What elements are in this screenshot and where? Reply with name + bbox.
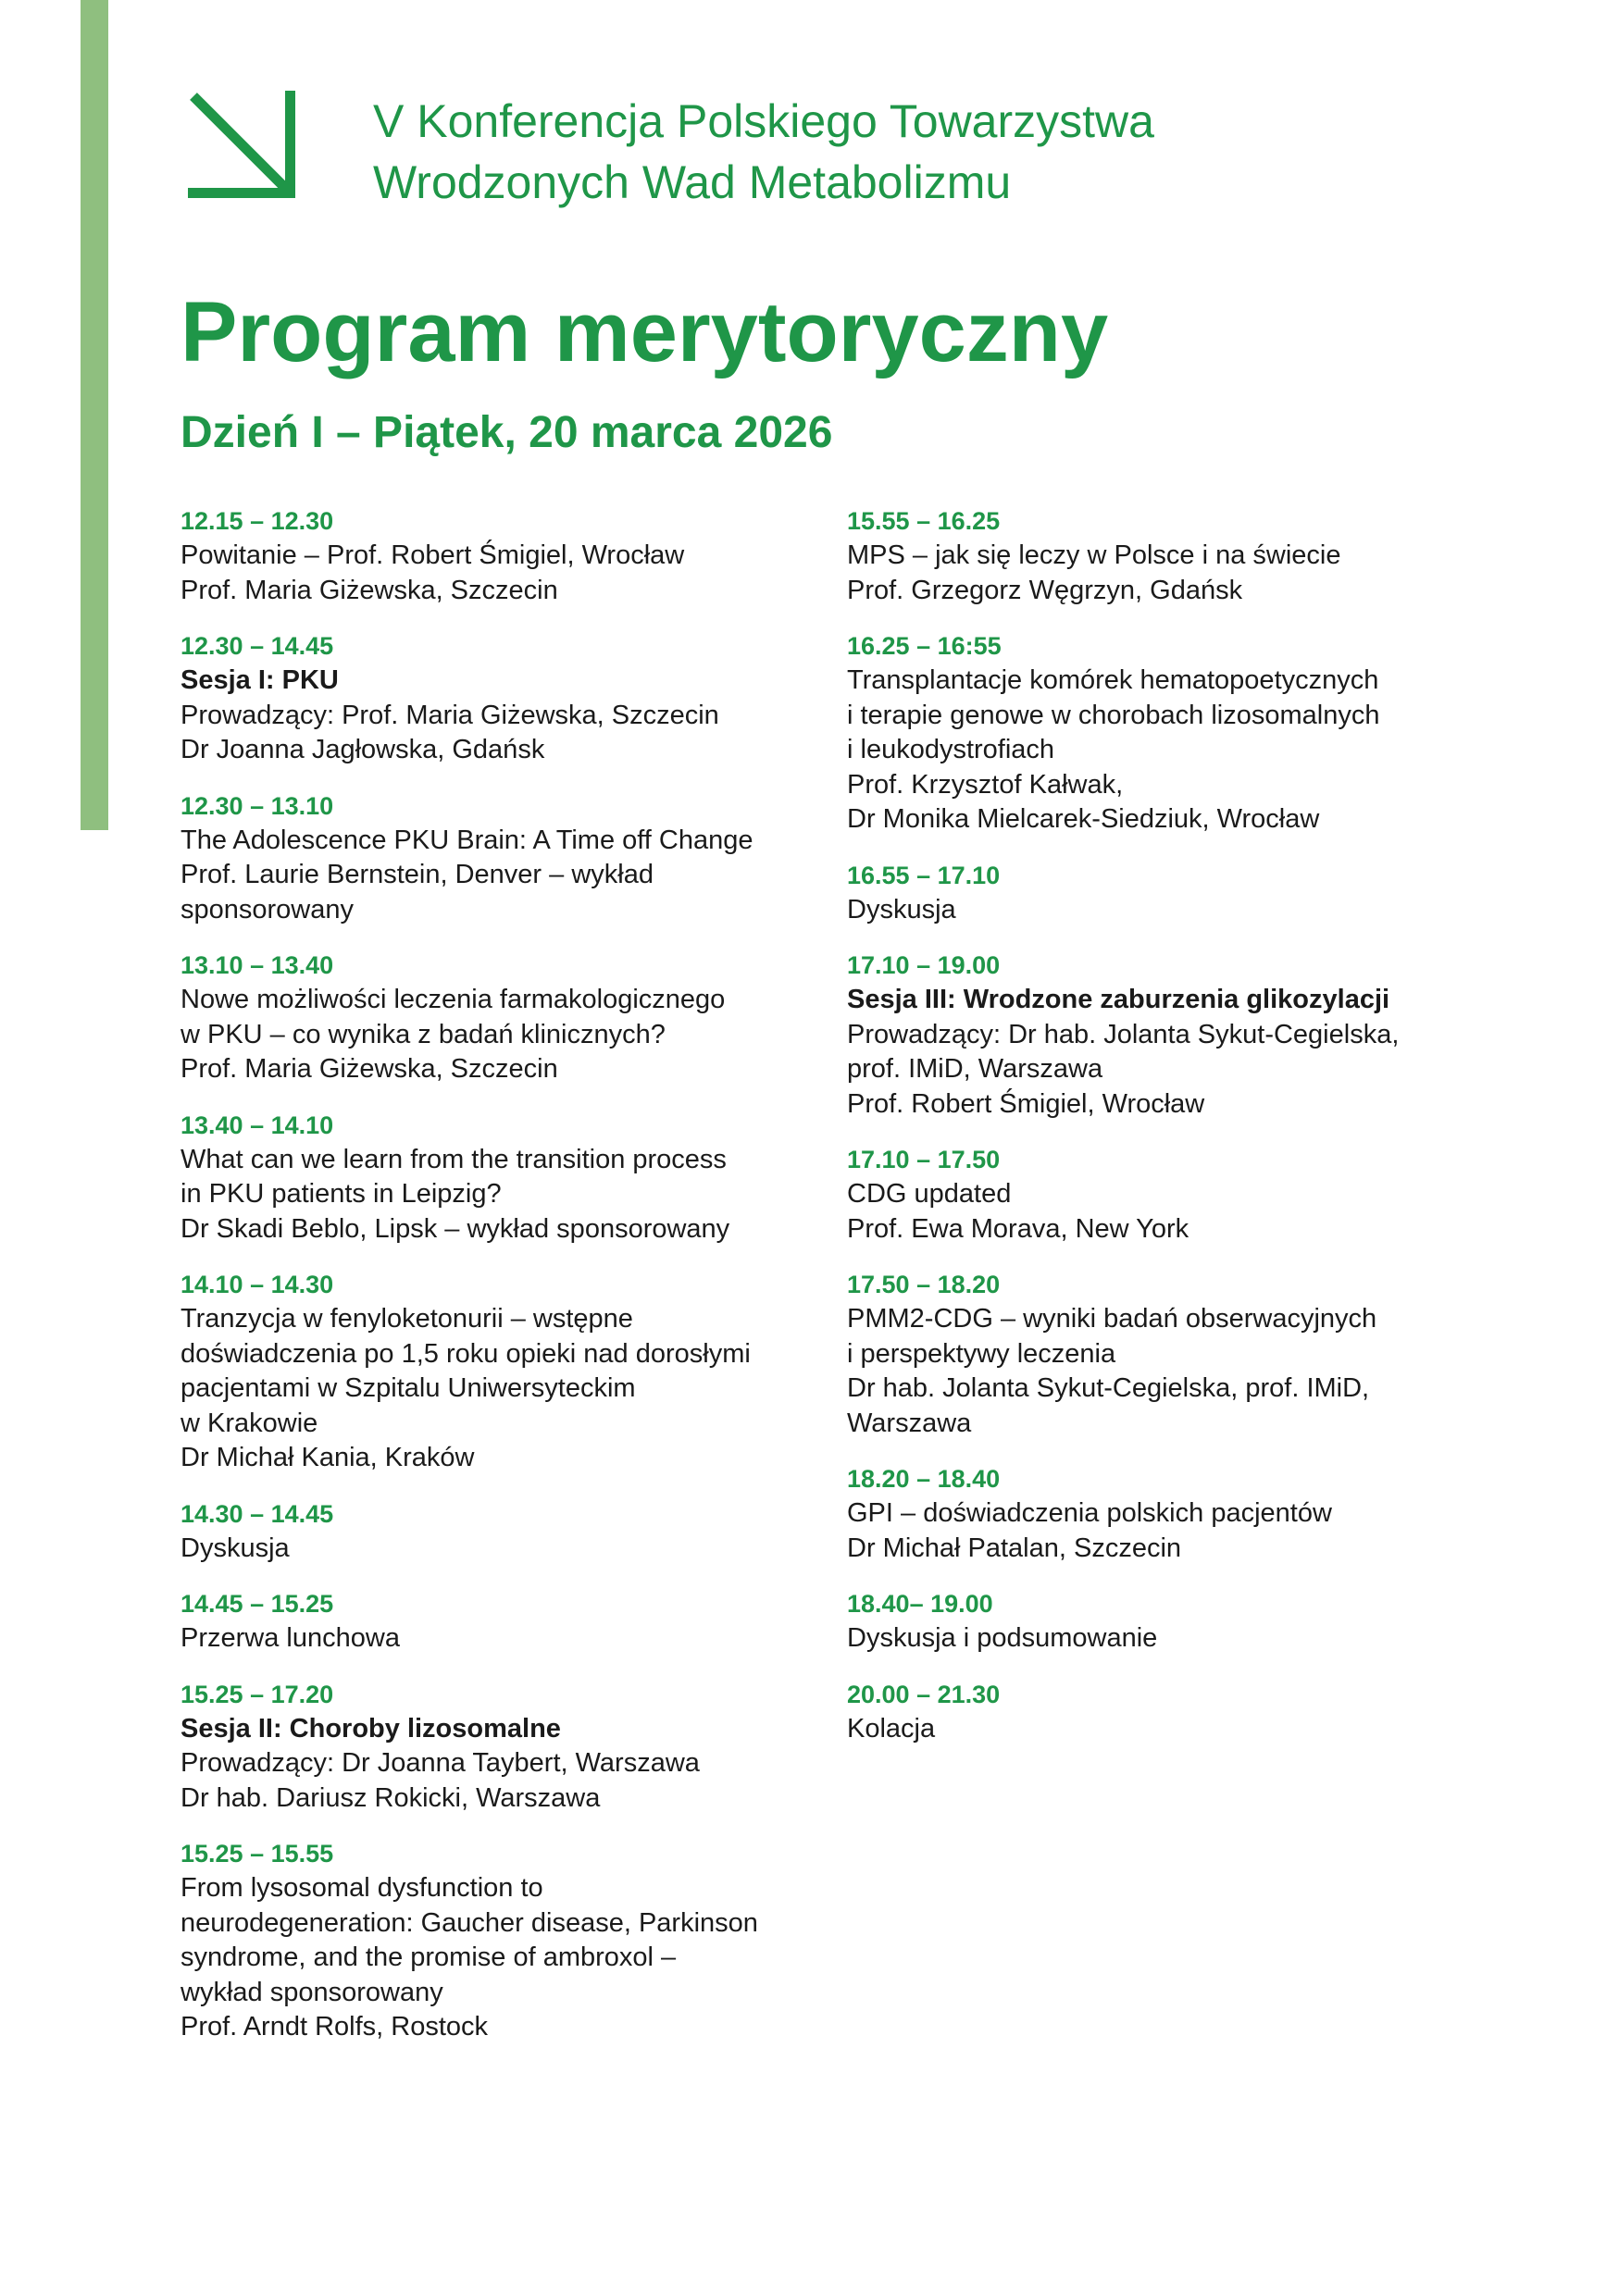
schedule-entry bbox=[847, 1267, 1486, 1441]
time-slot: 13.10 – 13.40 bbox=[181, 951, 334, 979]
time-slot: 18.40– 19.00 bbox=[847, 1590, 993, 1618]
time-slot: 14.10 – 14.30 bbox=[181, 1271, 334, 1298]
entry-text: i perspektywy leczenia bbox=[847, 1338, 1116, 1369]
entry-text: Prof. Maria Giżewska, Szczecin bbox=[181, 1054, 558, 1084]
entry-text: Dr Michał Patalan, Szczecin bbox=[847, 1533, 1182, 1563]
entry-text: Prof. Ewa Morava, New York bbox=[847, 1213, 1189, 1244]
entry-text: Dyskusja bbox=[181, 1533, 290, 1563]
entry-text: Dyskusja i podsumowanie bbox=[847, 1623, 1158, 1653]
schedule-entry bbox=[847, 1461, 1486, 1566]
entry-text: prof. IMiD, Warszawa bbox=[847, 1054, 1103, 1084]
entry-text: From lysosomal dysfunction to bbox=[181, 1873, 543, 1903]
entry-text: Transplantacje komórek hematopoetycznych bbox=[847, 665, 1379, 695]
entry-text: syndrome, and the promise of ambroxol – bbox=[181, 1942, 677, 1972]
schedule-entry bbox=[181, 1108, 819, 1247]
schedule-entry bbox=[847, 1677, 1486, 1747]
schedule-entry bbox=[847, 1142, 1486, 1247]
entry-text: in PKU patients in Leipzig? bbox=[181, 1179, 502, 1209]
time-slot: 14.45 – 15.25 bbox=[181, 1590, 334, 1618]
entry-text: Prof. Maria Giżewska, Szczecin bbox=[181, 575, 558, 605]
time-slot: 17.50 – 18.20 bbox=[847, 1271, 1001, 1298]
entry-text: Dr hab. Dariusz Rokicki, Warszawa bbox=[181, 1782, 601, 1813]
schedule-entry bbox=[847, 1586, 1486, 1657]
entry-text: Prof. Krzysztof Kałwak, bbox=[847, 769, 1124, 800]
entry-text: i terapie genowe w chorobach lizosomalnych bbox=[847, 700, 1380, 730]
schedule-entry bbox=[181, 1496, 819, 1567]
schedule-entry bbox=[181, 1836, 819, 2045]
schedule-entry bbox=[181, 788, 819, 928]
time-slot: 17.10 – 19.00 bbox=[847, 951, 1001, 979]
session-title: Sesja III: Wrodzone zaburzenia glikozylacji bbox=[847, 985, 1390, 1014]
conference-title-line-2: Wrodzonych Wad Metabolizmu bbox=[373, 156, 1012, 208]
side-accent-bar bbox=[81, 0, 108, 830]
entry-text: wykład sponsorowany bbox=[181, 1977, 443, 2007]
entry-text: Prof. Robert Śmigiel, Wrocław bbox=[847, 1088, 1205, 1119]
entry-text: Nowe możliwości leczenia farmakologicznego bbox=[181, 985, 726, 1014]
entry-text: Prof. Grzegorz Węgrzyn, Gdańsk bbox=[847, 575, 1243, 605]
conference-title-line-1: V Konferencja Polskiego Towarzystwa bbox=[373, 95, 1154, 147]
time-slot: 12.30 – 13.10 bbox=[181, 791, 334, 820]
entry-text: Warszawa bbox=[847, 1408, 972, 1438]
entry-text: The Adolescence PKU Brain: A Time off Change bbox=[181, 825, 753, 855]
time-slot: 16.25 – 16:55 bbox=[847, 632, 1002, 660]
schedule-entry bbox=[847, 948, 1486, 1122]
schedule-entry bbox=[847, 503, 1486, 608]
time-slot: 12.30 – 14.45 bbox=[181, 632, 334, 660]
entry-text: Przerwa lunchowa bbox=[181, 1623, 400, 1653]
entry-text: Kolacja bbox=[847, 1713, 936, 1744]
time-slot: 12.15 – 12.30 bbox=[181, 507, 334, 535]
time-slot: 16.55 – 17.10 bbox=[847, 861, 1001, 889]
entry-text: Prowadzący: Prof. Maria Giżewska, Szczecin bbox=[181, 700, 719, 730]
session-title: Sesja I: PKU bbox=[181, 665, 339, 695]
entry-text: pacjentami w Szpitalu Uniwersyteckim bbox=[181, 1373, 636, 1403]
arrow-down-right-icon bbox=[188, 91, 295, 198]
entry-text: w PKU – co wynika z badań klinicznych? bbox=[181, 1019, 666, 1049]
entry-text: MPS – jak się leczy w Polsce i na świecie bbox=[847, 540, 1341, 570]
entry-text: Dr Skadi Beblo, Lipsk – wykład sponsorowany bbox=[181, 1213, 730, 1244]
entry-text: PMM2-CDG – wyniki badań obserwacyjnych bbox=[847, 1304, 1377, 1334]
entry-text: neurodegeneration: Gaucher disease, Parkinson bbox=[181, 1907, 758, 1938]
time-slot: 14.30 – 14.45 bbox=[181, 1499, 334, 1528]
entry-text: Dr Monika Mielcarek-Siedziuk, Wrocław bbox=[847, 804, 1320, 834]
entry-text: Prowadzący: Dr Joanna Taybert, Warszawa bbox=[181, 1748, 700, 1778]
conference-title bbox=[373, 91, 1484, 213]
entry-text: Dr hab. Jolanta Sykut-Cegielska, prof. IMiD, bbox=[847, 1373, 1370, 1403]
schedule-entry bbox=[181, 503, 819, 608]
time-slot: 13.40 – 14.10 bbox=[181, 1111, 334, 1139]
schedule-entry bbox=[181, 628, 819, 768]
time-slot: 18.20 – 18.40 bbox=[847, 1465, 1001, 1493]
entry-text: sponsorowany bbox=[181, 894, 354, 925]
day-heading: Dzień I – Piątek, 20 marca 2026 bbox=[181, 408, 833, 457]
time-slot: 20.00 – 21.30 bbox=[847, 1680, 1001, 1708]
entry-text: Powitanie – Prof. Robert Śmigiel, Wrocław bbox=[181, 540, 685, 570]
entry-text: Tranzycja w fenyloketonurii – wstępne bbox=[181, 1304, 633, 1334]
entry-text: CDG updated bbox=[847, 1179, 1012, 1209]
entry-text: Dr Joanna Jagłowska, Gdańsk bbox=[181, 735, 545, 764]
time-slot: 15.55 – 16.25 bbox=[847, 507, 1001, 535]
time-slot: 15.25 – 15.55 bbox=[181, 1840, 334, 1868]
entry-text: What can we learn from the transition process bbox=[181, 1144, 727, 1174]
entry-text: Prowadzący: Dr hab. Jolanta Sykut-Cegielska, bbox=[847, 1019, 1400, 1049]
schedule-entry bbox=[847, 628, 1486, 838]
schedule-entry bbox=[181, 1677, 819, 1817]
time-slot: 17.10 – 17.50 bbox=[847, 1146, 1001, 1173]
schedule-right-column bbox=[847, 503, 1486, 1767]
schedule-entry bbox=[181, 948, 819, 1087]
time-slot: 15.25 – 17.20 bbox=[181, 1680, 334, 1708]
entry-text: Dr Michał Kania, Kraków bbox=[181, 1443, 475, 1472]
schedule-entry bbox=[181, 1586, 819, 1657]
entry-text: Prof. Arndt Rolfs, Rostock bbox=[181, 2012, 489, 2042]
schedule-entry bbox=[181, 1267, 819, 1476]
page-title: Program merytoryczny bbox=[181, 285, 1109, 379]
entry-text: Dyskusja bbox=[847, 894, 956, 925]
schedule-left-column bbox=[181, 503, 819, 2066]
entry-text: w Krakowie bbox=[181, 1408, 318, 1438]
schedule-entry bbox=[847, 858, 1486, 928]
entry-text: Prof. Laurie Bernstein, Denver – wykład bbox=[181, 860, 654, 889]
entry-text: i leukodystrofiach bbox=[847, 735, 1055, 764]
entry-text: GPI – doświadczenia polskich pacjentów bbox=[847, 1498, 1332, 1528]
session-title: Sesja II: Choroby lizosomalne bbox=[181, 1713, 561, 1744]
entry-text: doświadczenia po 1,5 roku opieki nad dorosłymi bbox=[181, 1338, 751, 1369]
